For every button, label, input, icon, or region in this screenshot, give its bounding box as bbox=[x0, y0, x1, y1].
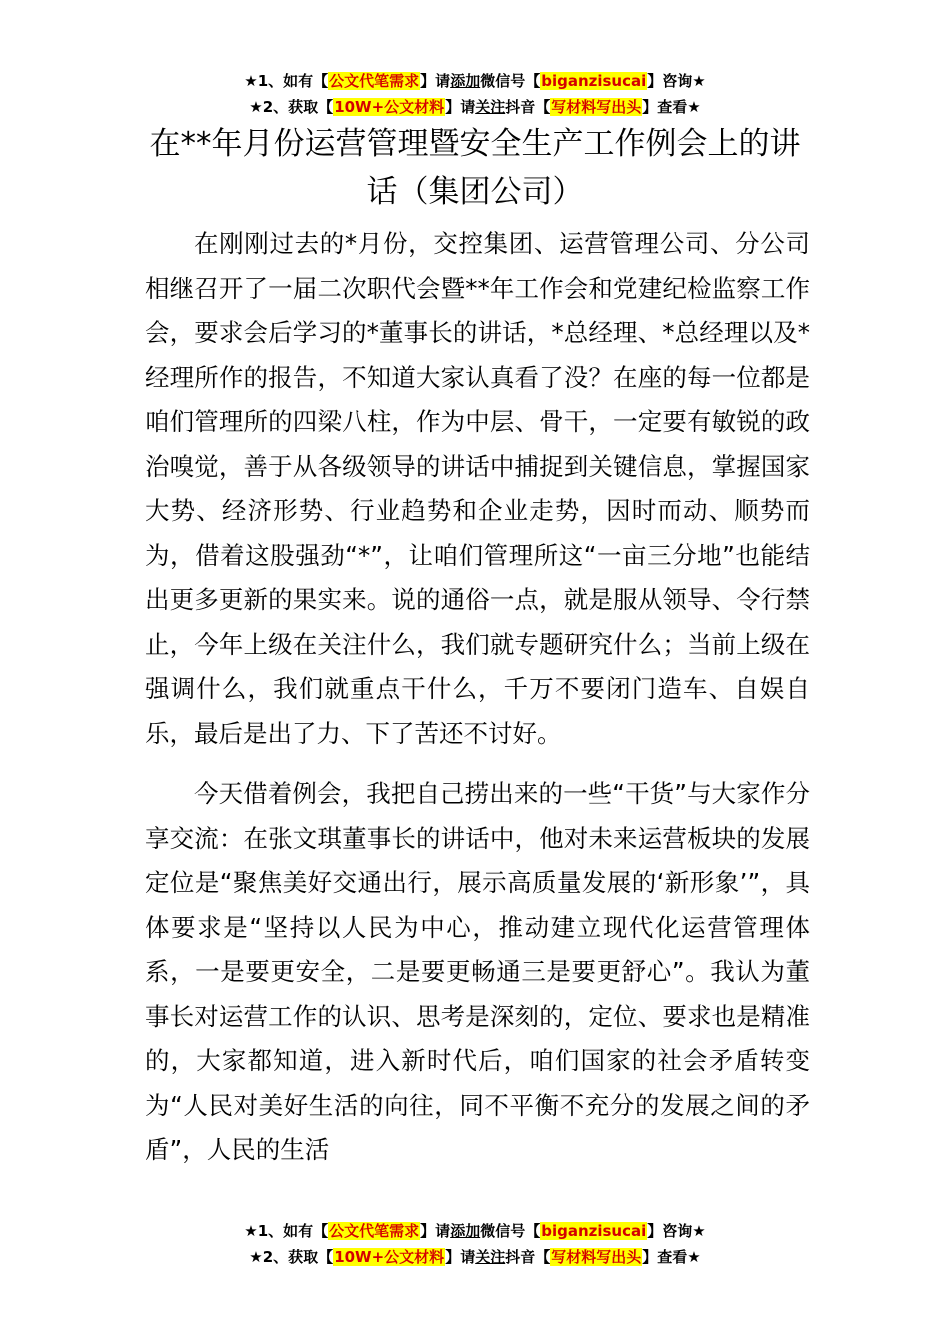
promo-highlight-service: 公文代笔需求 bbox=[329, 72, 420, 90]
promo-highlight-service: 公文代笔需求 bbox=[329, 1222, 420, 1240]
promo-text: 】咨询★ bbox=[647, 72, 706, 90]
promo-line-1 bbox=[0, 1218, 950, 1244]
promo-underline: 关注 bbox=[475, 1248, 506, 1266]
paragraph: 今天借着例会，我把自己捞出来的一些“干货”与大家作分享交流：在张文琪董事长的讲话中，他对未来运营板块的发展定位是“聚焦美好交通出行，展示高质量发展的‘新形象’”，具体要求是“坚持以人民为中心，推动建立现代化运营管理体系，一是要更安全，二是要更畅通三是要更舒心”。我认为董事长对运营工作的认识、思考是深刻的，定位、要求也是精准的，大家都知道，进入新时代后，咱们国家的社会矛盾转变为“人民对美好生活的向往，同不平衡不充分的发展之间的矛盾”，人民的生活 bbox=[145, 779, 810, 1164]
promo-text: 微信号【 bbox=[480, 72, 541, 90]
document-title: 在**年月份运营管理暨安全生产工作例会上的讲话（集团公司） bbox=[149, 126, 801, 210]
promo-highlight-douyin: 写材料写出头 bbox=[551, 1248, 642, 1266]
document-body bbox=[145, 222, 810, 1189]
promo-text: ★1、如有【 bbox=[244, 72, 329, 90]
promo-text: 】请 bbox=[445, 1248, 476, 1266]
promo-underline: 关注 bbox=[475, 98, 506, 116]
promo-text: 】查看★ bbox=[642, 98, 701, 116]
promo-line-1 bbox=[0, 68, 950, 94]
promo-highlight-wechat-id: biganzisucai bbox=[541, 72, 647, 90]
promo-text: 】查看★ bbox=[642, 1248, 701, 1266]
promo-text: 抖音【 bbox=[505, 98, 551, 116]
promo-text: ★2、获取【 bbox=[249, 98, 334, 116]
promo-text: 】请 bbox=[445, 98, 476, 116]
promo-highlight-douyin: 写材料写出头 bbox=[551, 98, 642, 116]
promo-text: 】请 bbox=[420, 1222, 451, 1240]
promo-highlight-materials: 10W+公文材料 bbox=[334, 98, 445, 116]
promo-line-2 bbox=[0, 1244, 950, 1270]
promo-text: 抖音【 bbox=[505, 1248, 551, 1266]
promo-highlight-materials: 10W+公文材料 bbox=[334, 1248, 445, 1266]
promo-text: ★2、获取【 bbox=[249, 1248, 334, 1266]
paragraph: 在刚刚过去的*月份，交控集团、运营管理公司、分公司相继召开了一届二次职代会暨**年工作会和党建纪检监察工作会，要求会后学习的*董事长的讲话，*总经理、*总经理以及*经理所作的报告，不知道大家认真看了没？在座的每一位都是咱们管理所的四梁八柱，作为中层、骨干，一定要有敏锐的政治嗅觉，善于从各级领导的讲话中捕捉到关键信息，掌握国家大势、经济形势、行业趋势和企业走势，因时而动、顺势而为，借着这股强劲“*”，让咱们管理所这“一亩三分地”也能结出更多更新的果实来。说的通俗一点，就是服从领导、令行禁止，今年上级在关注什么，我们就专题研究什么；当前上级在强调什么，我们就重点干什么，千万不要闭门造车、自娱自乐，最后是出了力、下了苦还不讨好。 bbox=[145, 229, 810, 748]
footer-promo-banner bbox=[0, 1218, 950, 1270]
promo-text: 微信号【 bbox=[480, 1222, 541, 1240]
promo-underline: 添加 bbox=[450, 72, 481, 90]
promo-line-2 bbox=[0, 94, 950, 120]
promo-text: 】请 bbox=[420, 72, 451, 90]
header-promo-banner bbox=[0, 68, 950, 120]
promo-text: ★1、如有【 bbox=[244, 1222, 329, 1240]
promo-highlight-wechat-id: biganzisucai bbox=[541, 1222, 647, 1240]
promo-underline: 添加 bbox=[450, 1222, 481, 1240]
promo-text: 】咨询★ bbox=[647, 1222, 706, 1240]
